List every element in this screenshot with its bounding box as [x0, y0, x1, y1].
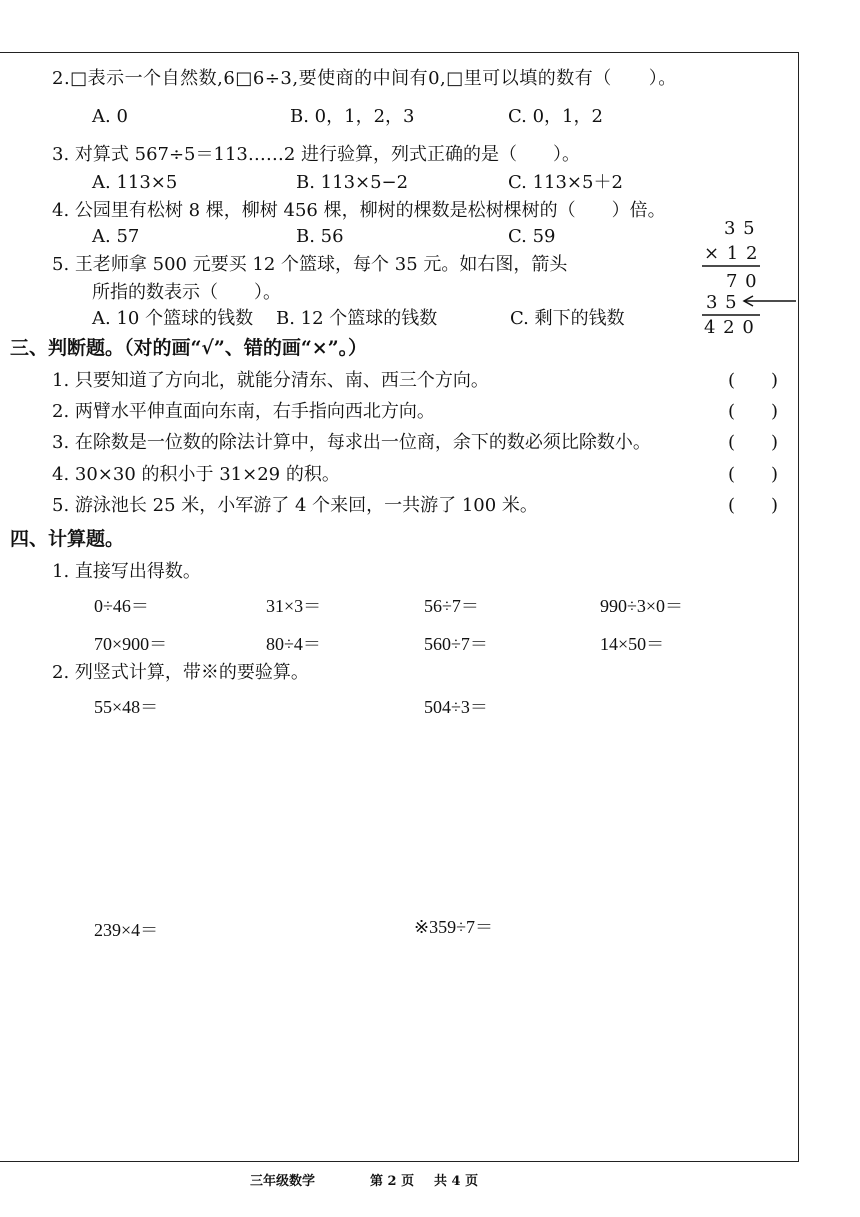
question-4-option-b: B. 56 — [296, 226, 344, 247]
calc-sub1-title: 1. 直接写出得数。 — [52, 561, 201, 582]
judge-bracket-2[interactable]: ( ) — [728, 401, 779, 422]
question-3-option-c: C. 113×5＋2 — [508, 172, 623, 193]
question-4-option-a: A. 57 — [92, 226, 140, 247]
direct-calc-2[interactable]: 31×3＝ — [266, 596, 322, 616]
judge-item-2: 2. 两臂水平伸直面向东南，右手指向西北方向。 — [52, 401, 435, 422]
vertical-calc-1[interactable]: 55×48＝ — [94, 697, 159, 717]
direct-calc-7[interactable]: 560÷7＝ — [424, 634, 488, 654]
figure-row-420: 4 2 0 — [704, 317, 755, 338]
question-3-option-a: A. 113×5 — [92, 172, 178, 193]
figure-row-times-12: × 1 2 — [704, 243, 759, 264]
judge-bracket-3[interactable]: ( ) — [728, 432, 779, 453]
question-2-stem: 2.□表示一个自然数,6□6÷3,要使商的中间有0,□里可以填的数有（ ）。 — [52, 68, 677, 89]
figure-row-70: 7 0 — [726, 271, 758, 292]
question-2-option-a: A. 0 — [92, 106, 128, 127]
question-4-stem: 4. 公园里有松树 8 棵，柳树 456 棵，柳树的棵数是松树棵树的（ ）倍。 — [52, 200, 666, 221]
judge-bracket-1[interactable]: ( ) — [728, 370, 779, 391]
direct-calc-8[interactable]: 14×50＝ — [600, 634, 665, 654]
arrow-icon — [744, 296, 796, 306]
question-2-option-c: C. 0，1，2 — [508, 106, 603, 127]
direct-calc-6[interactable]: 80÷4＝ — [266, 634, 321, 654]
question-5-option-b: B. 12 个篮球的钱数 — [276, 308, 438, 329]
vertical-calc-2[interactable]: 504÷3＝ — [424, 697, 488, 717]
direct-calc-3[interactable]: 56÷7＝ — [424, 596, 479, 616]
section-3-title: 三、判断题。（对的画“√”、错的画“×”。） — [10, 337, 368, 359]
question-5-option-c: C. 剩下的钱数 — [510, 308, 625, 329]
judge-bracket-5[interactable]: ( ) — [728, 495, 779, 516]
judge-item-5: 5. 游泳池长 25 米，小军游了 4 个来回，一共游了 100 米。 — [52, 495, 538, 516]
direct-calc-1[interactable]: 0÷46＝ — [94, 596, 149, 616]
direct-calc-5[interactable]: 70×900＝ — [94, 634, 168, 654]
question-2-option-b: B. 0，1，2，3 — [290, 106, 415, 127]
question-5-stem-line2: 所指的数表示（ ）。 — [92, 282, 281, 303]
judge-item-3: 3. 在除数是一位数的除法计算中，每求出一位商，余下的数必须比除数小。 — [52, 432, 651, 453]
question-4-option-c: C. 59 — [508, 226, 556, 247]
direct-calc-4[interactable]: 990÷3×0＝ — [600, 596, 684, 616]
judge-item-4: 4. 30×30 的积小于 31×29 的积。 — [52, 464, 340, 485]
footer-subject: 三年级数学 — [250, 1174, 316, 1189]
section-4-title: 四、计算题。 — [10, 528, 125, 550]
vertical-calc-3[interactable]: 239×4＝ — [94, 920, 159, 940]
judge-bracket-4[interactable]: ( ) — [728, 464, 779, 485]
figure-row-35: 3 5 — [724, 218, 756, 239]
question-3-stem: 3. 对算式 567÷5＝113……2 进行验算，列式正确的是（ ）。 — [52, 144, 581, 165]
figure-row-35-shifted: 3 5 — [706, 292, 738, 313]
question-5-option-a: A. 10 个篮球的钱数 — [92, 308, 254, 329]
question-5-stem-line1: 5. 王老师拿 500 元要买 12 个篮球，每个 35 元。如右图，箭头 — [52, 254, 568, 275]
footer-page-number: 第 2 页 — [370, 1174, 415, 1189]
footer-total-pages: 共 4 页 — [434, 1174, 479, 1189]
calc-sub2-title: 2. 列竖式计算，带※的要验算。 — [52, 662, 309, 683]
question-3-option-b: B. 113×5−2 — [296, 172, 409, 193]
vertical-calc-4[interactable]: ※359÷7＝ — [414, 917, 493, 937]
judge-item-1: 1. 只要知道了方向北，就能分清东、南、西三个方向。 — [52, 370, 489, 391]
